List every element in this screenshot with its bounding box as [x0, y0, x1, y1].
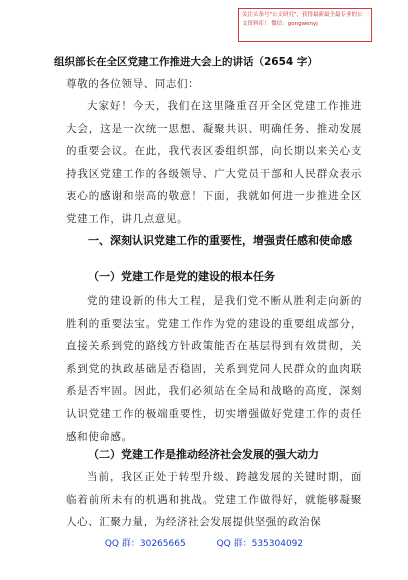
- document-title: 组织部长在全区党建工作推进大会上的讲话（2654 字）: [54, 56, 318, 68]
- promo-banner: 关注头条号"公文研究"，获得最新最全最专业的公文资料库！ 微信：gongwenyj: [238, 8, 372, 42]
- footer: [0, 536, 408, 549]
- subsection-heading-2: （二）党建工作是推动经济社会发展的强大动力: [88, 448, 319, 461]
- footer-qq-2: QQ 群：535304092: [216, 539, 304, 549]
- paragraph-2: 当前，我区正处于转型升级、跨越发展的关键时期，面临着前所未有的机遇和挑战。党建工作做得好，就能够凝聚人心、汇聚力量，为经济社会发展提供坚强的政治保: [66, 471, 362, 529]
- greeting: 尊敬的各位领导、同志们：: [66, 78, 200, 90]
- paragraph-intro: 大家好！今天，我们在这里隆重召开全区党建工作推进大会，这是一次统一思想、凝聚共识、明确任务、推动发展的重要会议。在此，我代表区委组织部，向长期以来关心支持我区党建工作的各级领导、广大党员干部和人民群众表示衷心的感谢和崇高的敬意！下面，我就如何进一步推进全区党建工作，讲几点意见。: [66, 100, 362, 225]
- subsection-heading-1: （一）党建工作是党的建设的根本任务: [88, 270, 275, 283]
- section-heading-1: 一、深刻认识党建工作的重要性，增强责任感和使命感: [88, 234, 352, 247]
- paragraph-1: 党的建设新的伟大工程，是我们党不断从胜利走向新的胜利的重要法宝。党建工作作为党的建设的重要组成部分，直接关系到党的路线方针政策能否在基层得到有效贯彻，关系到党的执政基础是否稳固，关系到党同人民群众的血肉联系是否牢固。因此，我们必须站在全局和战略的高度，深刻认识党建工作的极端重要性，切实增强做好党建工作的责任感和使命感。: [66, 295, 362, 443]
- footer-qq-1: QQ 群：30265665: [104, 539, 186, 549]
